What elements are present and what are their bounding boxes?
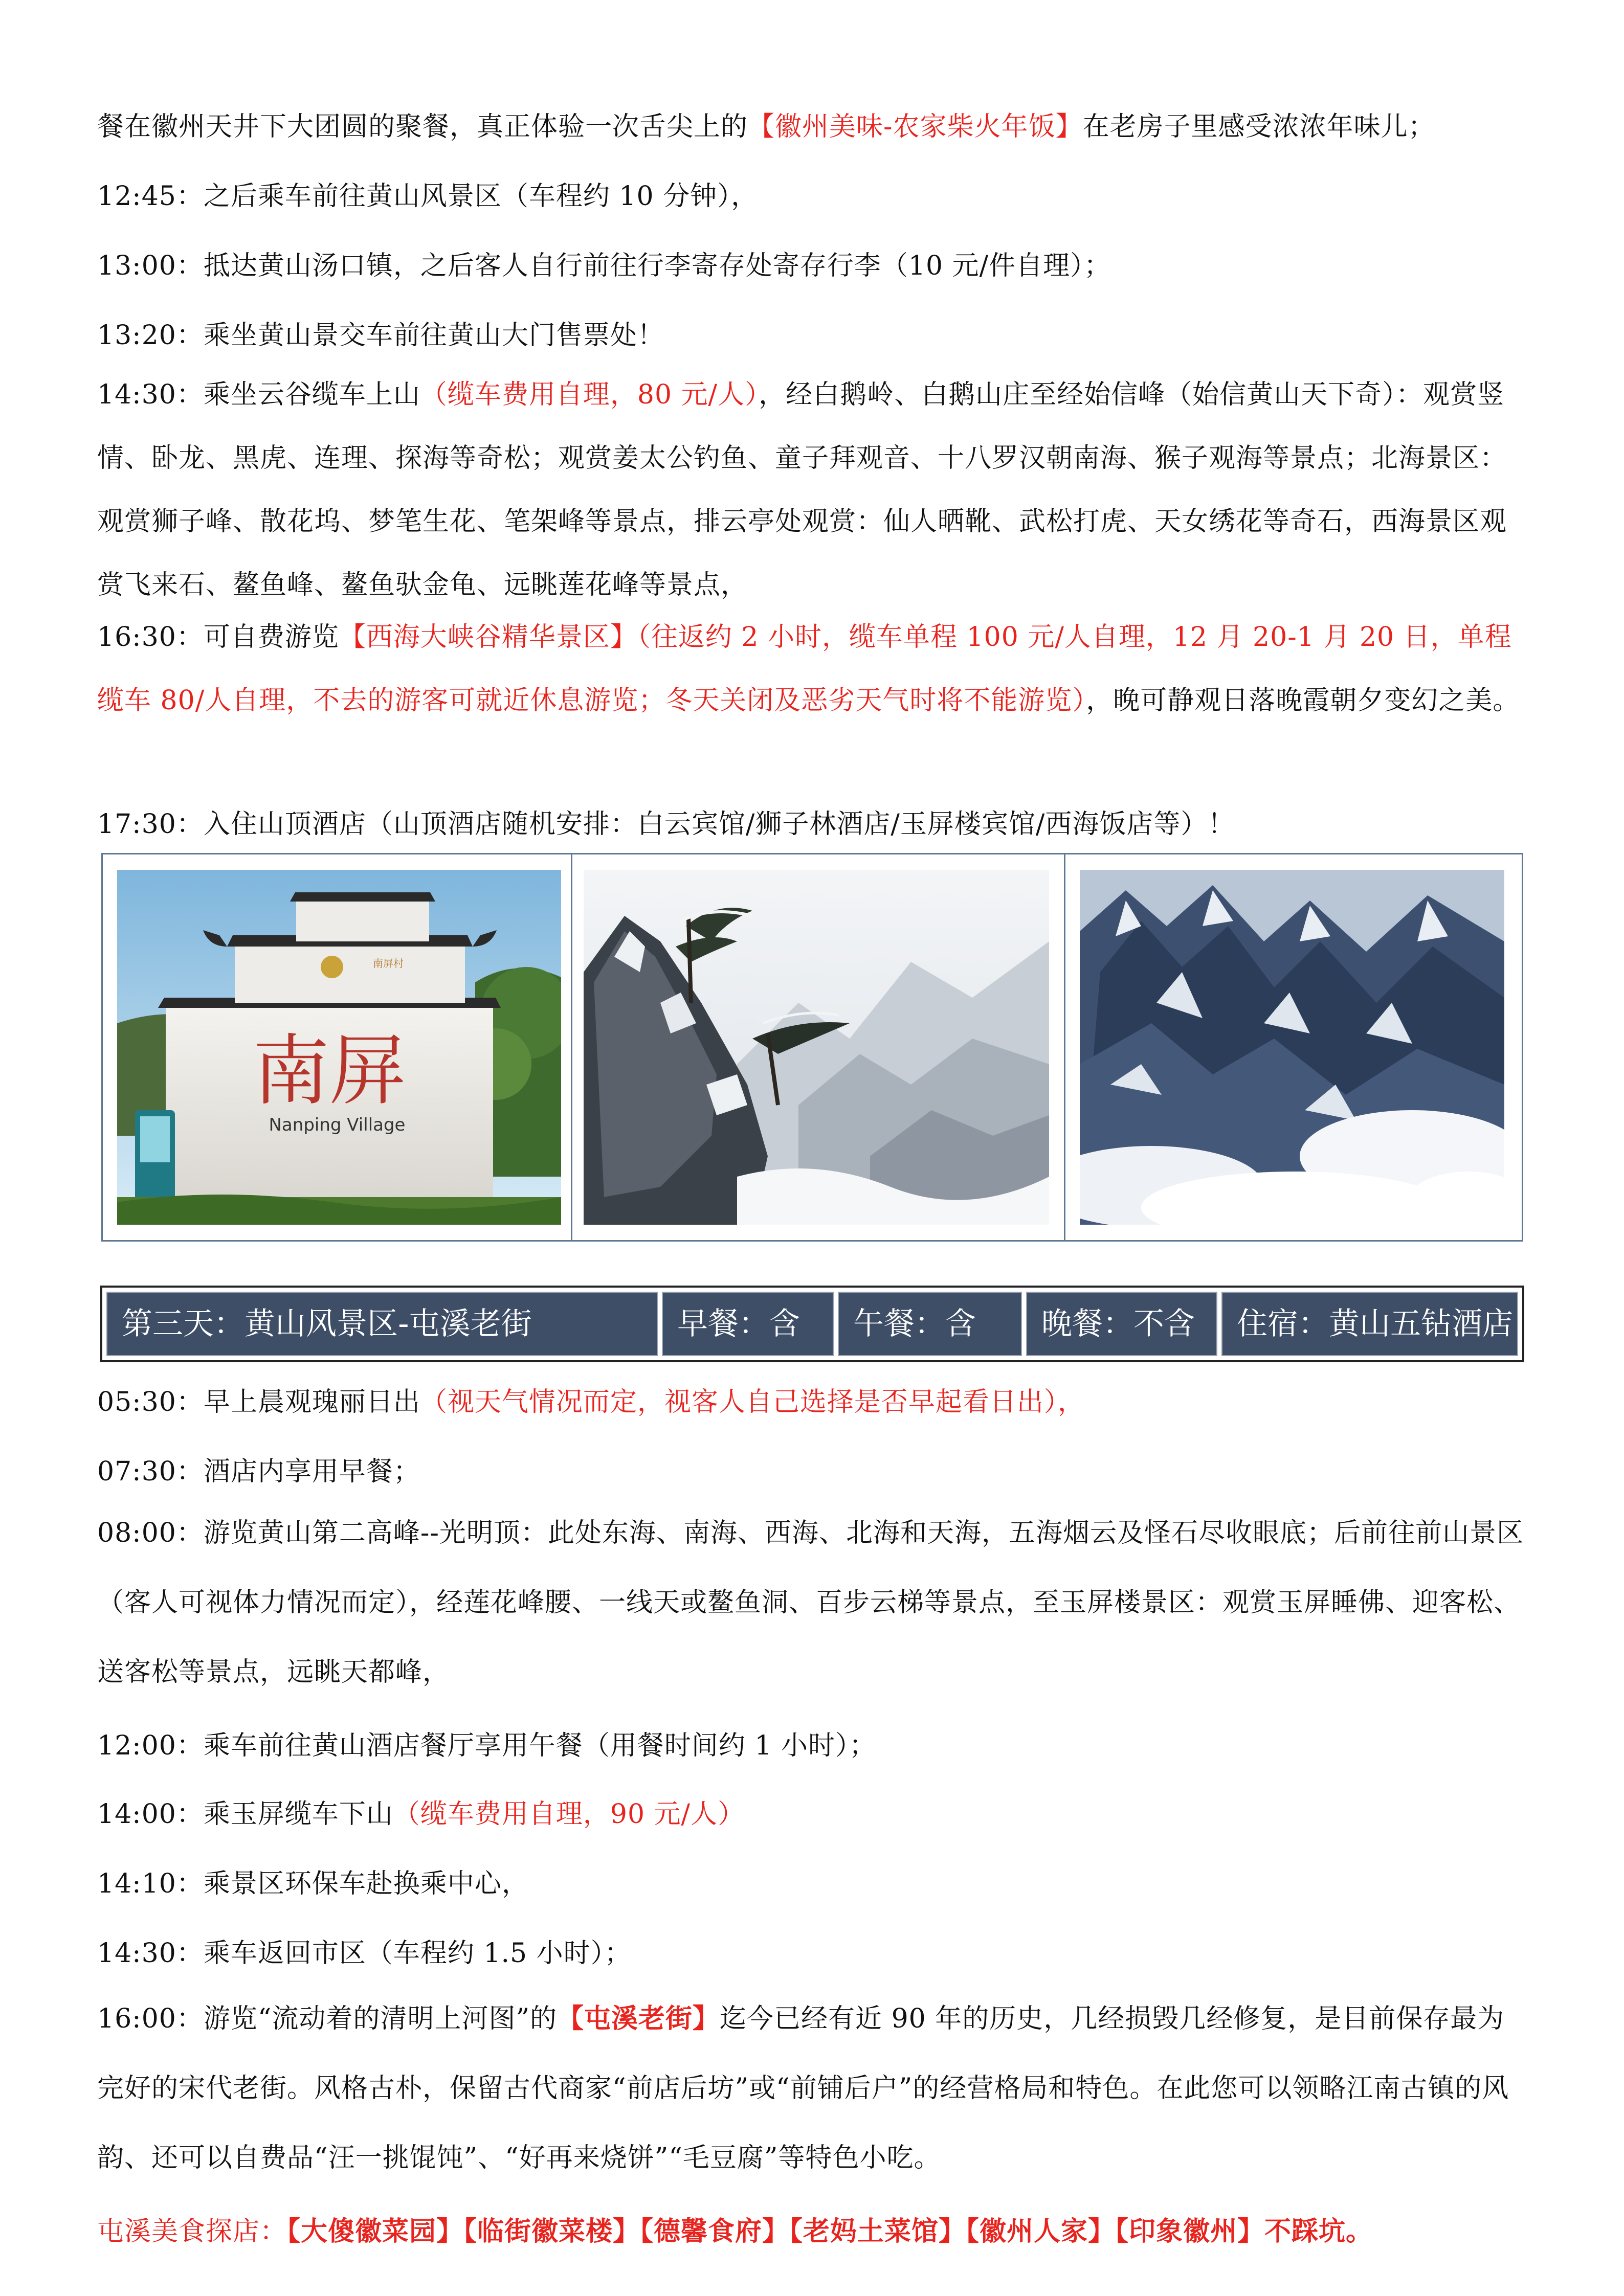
- day-title: 第三天：黄山风景区-屯溪老街: [106, 1292, 658, 1356]
- highlight-segment: （缆车费用自理，80 元/人）: [420, 379, 759, 410]
- snowy-peaks-photo: [1080, 870, 1504, 1225]
- photo-cell-pine: [572, 854, 1065, 1240]
- itinerary-line-1245: [97, 162, 1529, 231]
- text-segment: 13:20：乘坐黄山景交车前往黄山大门售票处！: [97, 320, 664, 351]
- day-header-band: [100, 1286, 1524, 1362]
- highlight-segment: 【大傻徽菜园】【临街徽菜楼】【德馨食府】【老妈土菜馆】【徽州人家】【印象徽州】不踩坑。: [287, 2216, 1373, 2247]
- photo-cell-village: [103, 854, 572, 1240]
- itinerary-line-1300: [97, 231, 1529, 301]
- text-segment: 07:30：酒店内享用早餐；: [97, 1456, 420, 1487]
- itinerary-line-0800: [97, 1498, 1529, 1707]
- itinerary-line-0730: [97, 1437, 1529, 1506]
- village-sign-main: 南屏: [252, 1027, 407, 1116]
- text-segment: 在老房子里感受浓浓年味儿；: [1082, 111, 1435, 142]
- itinerary-line-1430b: [97, 1919, 1529, 1988]
- text-segment: 16:30：可自费游览: [97, 622, 339, 652]
- dinner-info: 晚餐：不含: [1026, 1292, 1217, 1356]
- itinerary-line-1630: [97, 605, 1529, 732]
- text-segment: 14:00：乘玉屏缆车下山: [97, 1799, 393, 1830]
- village-sign-sub: Nanping Village: [269, 1115, 406, 1135]
- highlight-segment: 【屯溪老街】: [557, 2003, 720, 2034]
- text-segment: ，晚可静观日落晚霞朝夕变幻之美。: [1086, 685, 1520, 716]
- text-segment: 05:30：早上晨观瑰丽日出: [97, 1387, 420, 1417]
- photo-cell-peaks: [1065, 854, 1522, 1240]
- highlight-segment: （视天气情况而定，视客人自己选择是否早起看日出），: [420, 1387, 1085, 1417]
- snowy-pine-photo: [584, 870, 1049, 1225]
- highlight-segment: （缆车费用自理，90 元/人）: [393, 1799, 745, 1830]
- itinerary-line-1430: [97, 363, 1529, 617]
- text-segment: ，经白鹅岭、白鹅山庄至经始信峰（始信黄山天下奇）：观赏竖情、卧龙、黑虎、连理、探海等奇松；观赏姜太公钓鱼、童子拜观音、十八罗汉朝南海、猴子观海等景点；北海景区：观赏狮子峰、散花坞、梦笔生花、笔架峰等景点，排云亭处观赏：仙人晒靴、武松打虎、天女绣花等奇石，西海景区观赏飞来石、鳌鱼峰、鳌鱼驮金龟、远眺莲花峰等景点，: [97, 379, 1507, 600]
- text-segment: 迄今已经有近 90 年的历史，几经损毁几经修复，是目前保存最为完好的宋代老街。风格古朴，保留古代商家“前店后坊”或“前铺后户”的经营格局和特色。在此您可以领略江南古镇的风韵、还可以自费品“汪一挑馄饨”、“好再来烧饼”“毛豆腐”等特色小吃。: [97, 2004, 1509, 2173]
- itinerary-line-dinner: [97, 92, 1529, 162]
- text-segment: 餐在徽州天井下大团圆的聚餐，真正体验一次舌尖上的: [97, 111, 748, 142]
- itinerary-line-1600: [97, 1984, 1529, 2193]
- lodging-info: 住宿：黄山五钻酒店: [1221, 1292, 1518, 1356]
- highlight-segment: 屯溪美食探店：: [97, 2216, 287, 2247]
- lunch-info: 午餐：含: [838, 1292, 1022, 1356]
- itinerary-line-1200: [97, 1711, 1529, 1781]
- text-segment: 12:00：乘车前往黄山酒店餐厅享用午餐（用餐时间约 1 小时）；: [97, 1730, 876, 1761]
- text-segment: 14:30：乘坐云谷缆车上山: [97, 379, 420, 410]
- itinerary-line-1410: [97, 1849, 1529, 1919]
- village-gate-photo: [117, 870, 561, 1225]
- breakfast-info: 早餐：含: [662, 1292, 834, 1356]
- text-segment: 08:00：游览黄山第二高峰--光明顶：此处东海、南海、西海、北海和天海，五海烟云及怪石尽收眼底；后前往前山景区（客人可视体力情况而定），经莲花峰腰、一线天或鳌鱼洞、百步云梯等景点，至玉屏楼景区：观赏玉屏睡佛、迎客松、送客松等景点，远眺天都峰，: [97, 1518, 1524, 1687]
- text-segment: 14:10：乘景区环保车赴换乘中心，: [97, 1869, 529, 1899]
- highlight-segment: 【西海大峡谷精华景区】（往返约 2 小时，缆车单程 100 元/人自理，12 月 20-1 月 20 日，单程缆车 80/人自理，不去的游客可就近休息游览；冬天关闭及恶劣天气时将不能游览）: [97, 622, 1512, 716]
- highlight-segment: 【徽州美味-农家柴火年饭】: [748, 111, 1083, 142]
- itinerary-line-1400: [97, 1780, 1529, 1849]
- photo-strip: [101, 853, 1523, 1242]
- food-recommendations: [97, 2197, 1529, 2266]
- itinerary-line-1320: [97, 301, 1529, 370]
- itinerary-line-1730: [97, 790, 1529, 859]
- itinerary-line-0530: [97, 1367, 1529, 1437]
- village-sign-top: 南屏村: [373, 957, 404, 970]
- text-segment: 17:30：入住山顶酒店（山顶酒店随机安排：白云宾馆/狮子林酒店/玉屏楼宾馆/西海饭店等）！: [97, 809, 1235, 840]
- text-segment: 16:00：游览“流动着的清明上河图”的: [97, 2004, 558, 2034]
- text-segment: 12:45：之后乘车前往黄山风景区（车程约 10 分钟），: [97, 181, 759, 212]
- text-segment: 13:00：抵达黄山汤口镇，之后客人自行前往行李寄存处寄存行李（10 元/件自理）；: [97, 251, 1111, 281]
- text-segment: 14:30：乘车返回市区（车程约 1.5 小时）；: [97, 1938, 632, 1969]
